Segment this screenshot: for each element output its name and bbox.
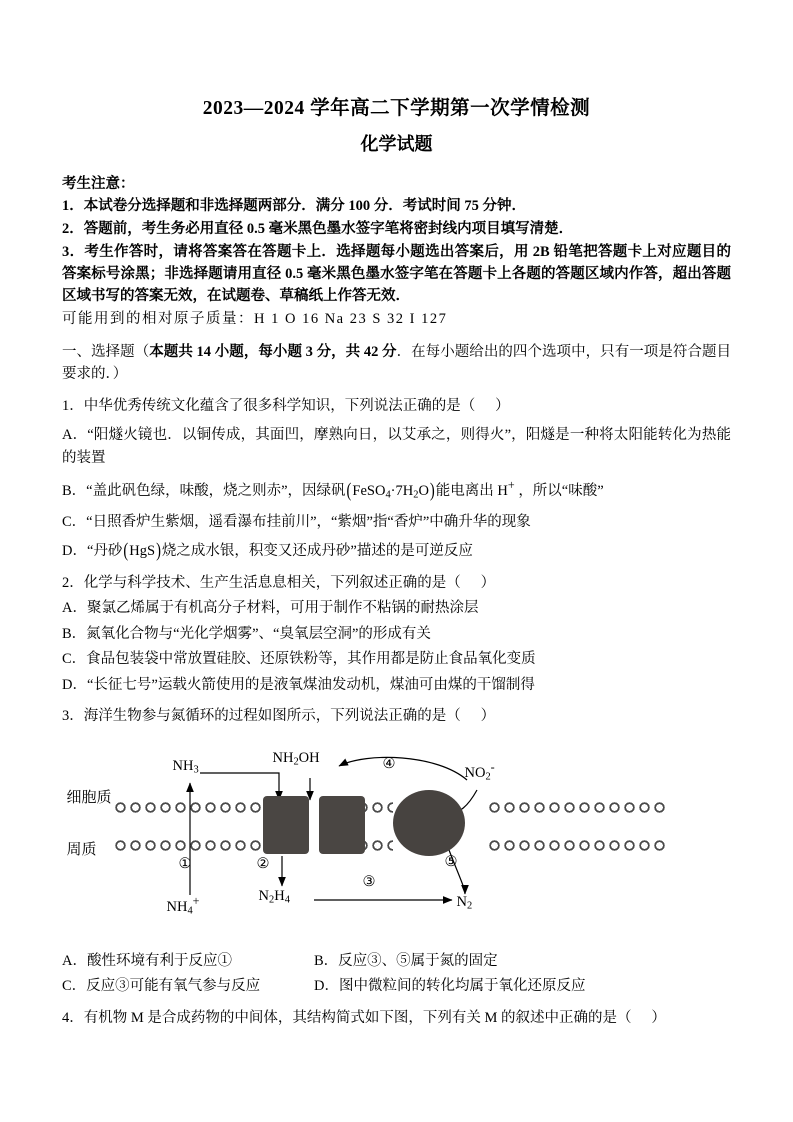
label-cytoplasm: 细胞质 <box>66 789 112 806</box>
question-2-answer-blank <box>461 575 481 591</box>
question-2-option-d: D．“长征七号”运载火箭使用的是液氧煤油发动机，煤油可由煤的干馏制得 <box>62 676 535 693</box>
question-1-paren: ） <box>495 397 510 414</box>
membrane-lower-left <box>113 838 265 853</box>
question-1-option-b: B．“盖此矾色绿，味酸，烧之则赤”，因绿矾$(FeSO_4\cdot 7H_2O)$能电离出 H+ ，所以“味酸” <box>62 478 604 502</box>
question-2-paren: ） <box>480 574 496 591</box>
step-number-2: ② <box>256 855 270 872</box>
question-3-option-d: D．图中微粒间的转化均属于氧化还原反应 <box>314 978 586 995</box>
question-3-options-row-2 <box>62 975 731 997</box>
question-3-number: 3． <box>62 708 84 725</box>
question-3-option-b: B．反应③、⑤属于氮的固定 <box>314 952 498 969</box>
question-3-answer-blank <box>461 708 481 724</box>
notice-item-1: 1．本试卷分选择题和非选择题两部分．满分 100 分．考试时间 75 分钟． <box>62 198 526 214</box>
notice-item-2: 2．答题前，考生务必用直径 0.5 毫米黑色墨水签字笔将密封线内项目填写清楚． <box>62 221 574 238</box>
section-heading-suffix: ．在每小题给出的四个选项中，只有一项是符合题目要求的．） <box>62 343 732 383</box>
protein-oval <box>393 790 465 856</box>
question-1-stem <box>62 395 731 417</box>
question-4-paren: ） <box>651 1009 666 1026</box>
step-number-1: ① <box>178 855 192 872</box>
section-heading-choice <box>62 341 731 386</box>
membrane-upper-right <box>487 800 667 815</box>
question-3-stem <box>62 705 731 727</box>
label-n2: $N_2$ <box>456 893 473 912</box>
page-subtitle: 化学试题 <box>360 134 433 154</box>
question-4-answer-blank <box>632 1010 652 1026</box>
notice-item-3: 3．考生作答时，请将答案答在答题卡上．选择题每小题选出答案后，用 2B 铅笔把答题卡上对应题目的答案标号涂黑；非选择题请用直径 0.5 毫米黑色墨水签字笔在答题卡上各题的答题区域内作答，超出答题区域书写的答案无效，在试题卷、草稿纸上作答无效． <box>62 244 731 305</box>
label-nh2oh: $NH_2OH$ <box>272 749 320 768</box>
question-2-option-a: A．聚氯乙烯属于有机高分子材料，可用于制作不粘锅的耐热涂层 <box>62 600 479 617</box>
protein-block-left <box>263 796 309 854</box>
question-3-option-a: A．酸性环境有利于反应① <box>62 952 232 969</box>
step-number-5: ⑤ <box>444 853 458 870</box>
section-heading-prefix: 一、选择题（ <box>62 343 150 360</box>
notice-heading: 考生注意： <box>62 176 135 192</box>
label-periplasm: 周质 <box>66 841 97 858</box>
membrane-lower-right <box>487 838 667 853</box>
label-no2: $NO_2^-$ <box>464 759 495 783</box>
question-1-answer-blank <box>475 398 495 414</box>
question-3-option-c: C．反应③可能有氧气参与反应 <box>62 978 261 995</box>
question-1-number: 1． <box>62 397 84 414</box>
question-3-options-row-1 <box>62 950 731 972</box>
question-1-option-c: C．“日照香炉生紫烟，遥看瀑布挂前川”，“紫烟”指“香炉”中确升华的现象 <box>62 513 531 530</box>
label-n2h4: $N_2H_4$ <box>258 887 290 906</box>
question-4-text: 有机物 M 是合成药物的中间体，其结构简式如下图，下列有关 M 的叙述中正确的是（ <box>83 1009 632 1026</box>
label-nh4: $NH_4^+$ <box>166 893 200 917</box>
question-1-option-d: D．“丹砂(HgS)烧之成水银，积变又还成丹砂”描述的是可逆反应 <box>62 540 473 563</box>
step-number-4: ④ <box>382 755 396 772</box>
question-3-text: 海洋生物参与氮循环的过程如图所示，下列说法正确的是（ <box>83 708 461 725</box>
question-3-paren: ） <box>480 708 496 725</box>
step-number-3: ③ <box>362 873 376 890</box>
question-2-stem <box>62 572 731 594</box>
nitrogen-cycle-diagram <box>67 738 727 943</box>
question-4-number: 4． <box>62 1009 84 1026</box>
atomic-mass-line: 可能用到的相对原子质量：H 1 O 16 Na 23 S 32 I 127 <box>62 311 448 328</box>
label-nh3: $NH_3$ <box>172 757 199 776</box>
question-2-option-b: B．氮氧化合物与“光化学烟雾”、“臭氧层空洞”的形成有关 <box>62 625 431 642</box>
question-1-text: 中华优秀传统文化蕴含了很多科学知识，下列说法正确的是（ <box>83 397 476 414</box>
question-2-text: 化学与科学技术、生产生活息息相关，下列叙述正确的是（ <box>83 574 461 591</box>
page-title: 2023—2024 学年高二下学期第一次学情检测 <box>202 98 591 119</box>
section-heading-bold: 本题共 14 小题，每小题 3 分，共 42 分 <box>149 343 397 360</box>
question-2-number: 2． <box>62 574 84 591</box>
membrane-upper-left <box>113 800 265 815</box>
question-2-option-c: C．食品包装袋中常放置硅胶、还原铁粉等，其作用都是防止食品氧化变质 <box>62 651 536 668</box>
question-1-option-a: A．“阳燧火镜也．以铜传成，其面凹，摩熟向日，以艾承之，则得火”，阳燧是一种将太阳能转化为热能的装置 <box>62 427 731 466</box>
question-4-stem <box>62 1007 731 1029</box>
protein-block-right <box>319 796 365 854</box>
